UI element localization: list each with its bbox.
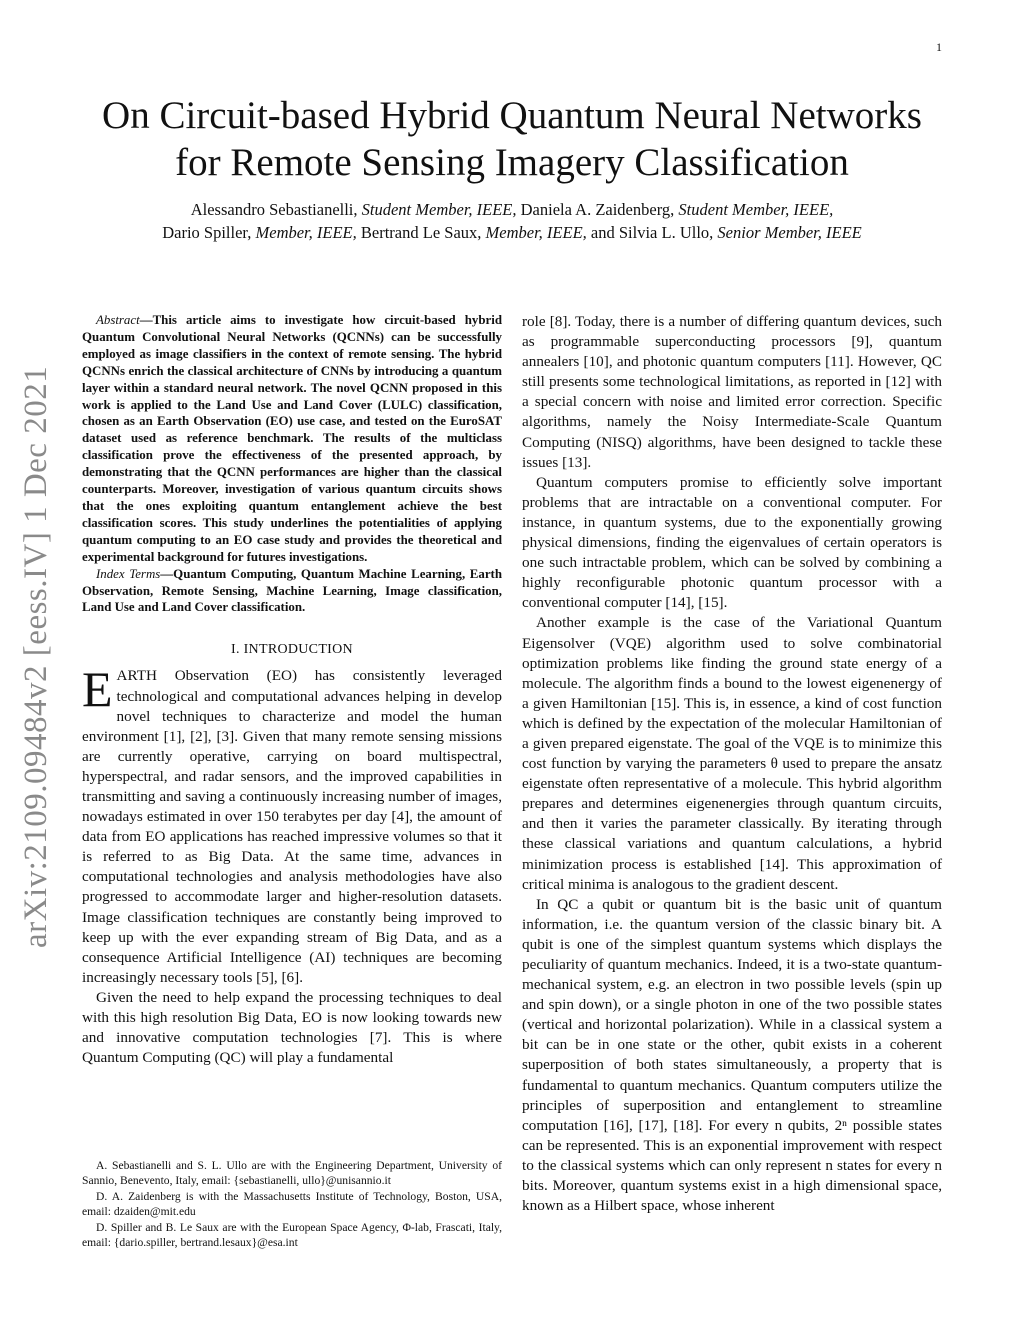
index-terms-text: —Quantum Computing, Quantum Machine Learning, Earth Observation, Remote Sensing, Machine Learning, Image classification, Land Use and Land Cover classification. [82,566,502,615]
body-paragraph: Another example is the case of the Variational Quantum Eigensolver (VQE) algorithm used to solve combinatorial optimization problems like finding the ground state energy of a molecule. The algorithm finds a bound to the lowest eigenenergy of a given Hamiltonian [15]. This is, in essence, a kind of cost function which is defined by the expectation of the molecular Hamiltonian of a given prepared eigenstate. The goal of the VQE is to minimize this cost function by varying the parameters θ used to prepare the ansatz eigenstate often representative of a molecule. This hybrid algorithm prepares and determines eigenenergies through quantum circuits, and then it varies the parameter classically. By iterating through these classical variations and quantum calculations, a hybrid minimization process is established [14]. This approximation of critical minima is analogous to the gradient descent. [522,614,942,893]
arxiv-identifier-stamp[interactable]: arXiv:2109.09484v2 [eess.IV] 1 Dec 2021 [18,365,54,948]
abstract-lead: Abstract [96,313,140,327]
right-column [522,312,942,1216]
intro-paragraph-2: Given the need to help expand the processing techniques to deal with this high resolution Big Data, EO is now looking towards new and innovative computation technologies [7]. This is where Quantum Computing (QC) will play a fundamental [82,988,502,1067]
title-line-2: for Remote Sensing Imagery Classification [175,141,849,184]
author-membership: Member, IEEE, [485,223,587,242]
body-paragraph: role [8]. Today, there is a number of differing quantum devices, such as programmable superconducting processors [9], quantum annealers [10], and photonic quantum computers [11]. However, QC still presents some technological limitations, as reported in [12] with a special concern with noise and limited error correction. Specific algorithms, namely the Noisy Intermediate-Scale Quantum Computing (NISQ) algorithms, have been designed to tackle these issues [13]. [522,313,942,471]
body-paragraph: In QC a qubit or quantum bit is the basic unit of quantum information, i.e. the quantum version of the classic binary bit. A qubit is one of the simplest quantum systems which displays the peculiarity of quantum mechanics. Indeed, it is a two-state quantum-mechanical system, e.g. an electron in two possible levels (spin up and spin down), or a single photon in one of the two possible states (vertical and horizontal polarization). While in a classical system a bit can be in one state or the other, qubit exists in a coherent superposition of both states simultaneously, a property that is fundamental to quantum mechanics. Quantum computers utilize the principles of superposition and entanglement to streamline computation [16], [17], [18]. For every n qubits, 2ⁿ possible states can be represented. This is an exponential improvement with respect to the classical systems which can only represent n states for every n bits. Moreover, quantum systems exist in a high dimensional space, known as a Hilbert space, whose inherent [522,895,942,1215]
footnote-affiliation: A. Sebastianelli and S. L. Ullo are with the Engineering Department, University of Sannio, Benevento, Italy, email: {sebastianelli, ullo}@unisannio.it [82,1159,502,1188]
paper-header [60,92,964,244]
author-name: Dario Spiller, [162,223,252,242]
author-membership: Student Member, IEEE, [678,200,834,219]
title-line-1: On Circuit-based Hybrid Quantum Neural Networks [102,94,922,137]
abstract-text: —This article aims to investigate how circuit-based hybrid Quantum Convolutional Neural Networks (QCNNs) can be successfully employed as image classifiers in the context of remote sensing. The hybrid QCNNs enrich the classical architecture of CNNs by introducing a quantum layer within a standard neural network. The novel QCNN proposed in this work is applied to the Land Use and Land Cover (LULC) classification, chosen as an Earth Observation (EO) use case, and tested on the EuroSAT dataset used as reference benchmark. The results of the multiclass classification prove the effectiveness of the presented approach, by demonstrating that the QCNN performances are higher than the classical counterparts. Moreover, investigation of various quantum circuits shows that the ones exploiting quantum entanglement achieve the best classification scores. This study underlines the potentialities of applying quantum computing to an EO case study and provides the theoretical and experimental background for futures investigations. [82,313,502,564]
section-heading-introduction: I. INTRODUCTION [231,642,353,658]
author-list [60,198,964,244]
footnote-affiliation: D. A. Zaidenberg is with the Massachusetts Institute of Technology, Boston, USA, email: dzaiden@mit.edu [82,1189,502,1219]
author-membership: Member, IEEE, [255,223,357,242]
author-membership: Student Member, IEEE, [361,200,517,219]
body-paragraph: Quantum computers promise to efficiently solve important problems that are intractable on a conventional computer. For instance, in quantum systems, due to the exponentially growing physical dimensions, finding the eigenvalues of certain operators is one such intractable problem, which can be solved by combining a highly reconfigurable photonic quantum processor with a conventional computer [14], [15]. [522,473,942,612]
intro-paragraph-1 [82,661,502,988]
footnote-affiliation: D. Spiller and B. Le Saux are with the European Space Agency, Φ-lab, Frascati, Italy, email: {dario.spiller, bertrand.lesaux}@esa.int [82,1220,502,1250]
index-terms [82,566,502,617]
author-membership: Senior Member, IEEE [717,223,862,242]
abstract [82,312,502,566]
paper-title [60,92,964,186]
author-name: Daniela A. Zaidenberg, [520,200,675,219]
author-name: Bertrand Le Saux, [360,223,482,242]
index-terms-lead: Index Terms [96,566,161,581]
left-column [82,312,502,1068]
author-name: Alessandro Sebastianelli, [190,200,358,219]
author-name: and Silvia L. Ullo, [590,223,714,242]
footnotes [82,1158,502,1250]
intro-paragraph-1-text: ARTH Observation (EO) has consistently leveraged technological and computational advances helping in develop novel techniques to characterize and model the human environment [1], [2], [3]. Given that many remote sensing missions are currently operative, carrying on board multispectral, hyperspectral, and radar sensors, and the improved capabilities in transmitting and saving a continuously increasing number of images, nowadays estimated in over 150 terabytes per day [4], the amount of data from EO applications has reached impressive volumes so that it is referred to as Big Data. At the same time, advances in computational technologies and analysis methodologies have also progressed to accommodate larger and higher-resolution datasets. Image classification techniques are constantly being improved to keep up with the ever expanding stream of Big Data, and as a consequence Artificial Intelligence (AI) techniques are becoming increasingly necessary tools [5], [6]. [82,667,502,986]
drop-cap: E [82,661,113,718]
page-number: 1 [936,40,942,54]
